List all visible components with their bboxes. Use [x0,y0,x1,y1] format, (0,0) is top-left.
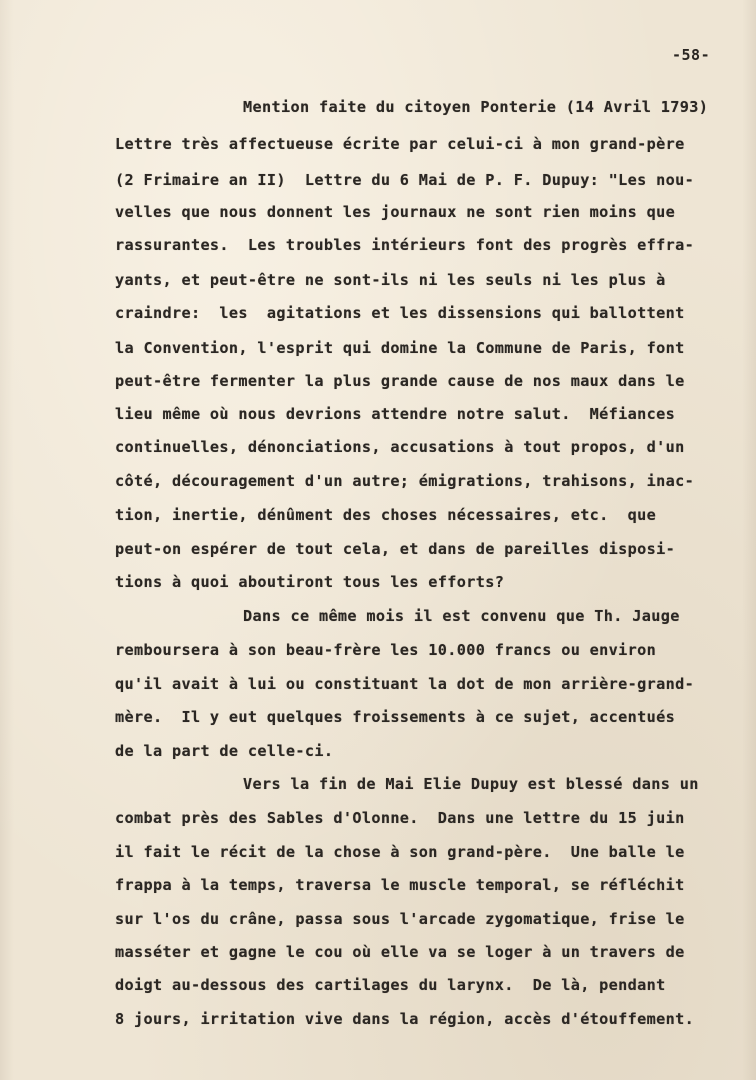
text-line: 8 jours, irritation vive dans la région, accès d'étouffement. [115,1010,695,1028]
text-line: continuelles, dénonciations, accusations à tout propos, d'un [115,438,685,456]
text-line: (2 Frimaire an II) Lettre du 6 Mai de P. F. Dupuy: "Les nou- [115,171,695,189]
text-line: peut-être fermenter la plus grande cause de nos maux dans le [115,372,685,390]
text-line: craindre: les agitations et les dissensions qui ballottent [115,304,685,322]
text-line: yants, et peut-être ne sont-ils ni les seuls ni les plus à [115,271,666,289]
text-line: sur l'os du crâne, passa sous l'arcade zygomatique, frise le [115,910,685,928]
text-line: Vers la fin de Mai Elie Dupuy est blessé dans un [243,775,699,793]
text-line: la Convention, l'esprit qui domine la Commune de Paris, font [115,339,685,357]
text-line: rassurantes. Les troubles intérieurs font des progrès effra- [115,236,695,254]
text-line: velles que nous donnent les journaux ne sont rien moins que [115,203,676,221]
text-line: tion, inertie, dénûment des choses nécessaires, etc. que [115,506,657,524]
text-line: de la part de celle-ci. [115,742,334,760]
text-line: côté, découragement d'un autre; émigrations, trahisons, inac- [115,472,695,490]
text-line: frappa à la temps, traversa le muscle temporal, se réfléchit [115,876,685,894]
text-line: Mention faite du citoyen Ponterie (14 Avril 1793) [243,98,709,116]
text-line: remboursera à son beau-frère les 10.000 francs ou environ [115,641,657,659]
text-line: il fait le récit de la chose à son grand-père. Une balle le [115,843,685,861]
text-line: qu'il avait à lui ou constituant la dot de mon arrière-grand- [115,675,695,693]
text-line: Dans ce même mois il est convenu que Th. Jauge [243,607,680,625]
text-line: Lettre très affectueuse écrite par celui-ci à mon grand-père [115,135,685,153]
text-line: masséter et gagne le cou où elle va se loger à un travers de [115,943,685,961]
text-line: lieu même où nous devrions attendre notre salut. Méfiances [115,405,676,423]
text-line: doigt au-dessous des cartilages du larynx. De là, pendant [115,976,666,994]
text-line: combat près des Sables d'Olonne. Dans une lettre du 15 juin [115,809,685,827]
text-line: mère. Il y eut quelques froissements à ce sujet, accentués [115,708,676,726]
text-line: peut-on espérer de tout cela, et dans de pareilles disposi- [115,540,676,558]
text-line: tions à quoi aboutiront tous les efforts? [115,573,505,591]
page-number: -58- [672,46,711,64]
